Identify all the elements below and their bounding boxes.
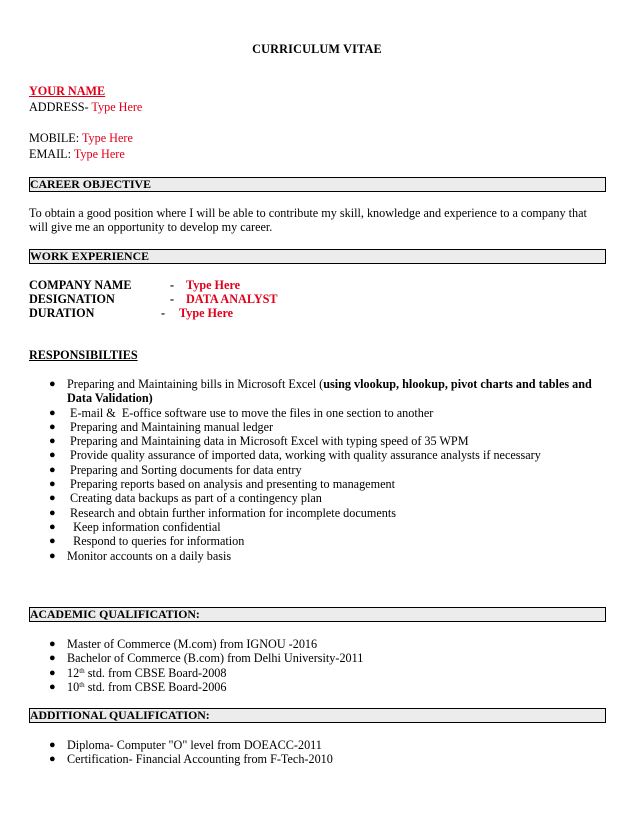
list-item: ● Preparing and Maintaining bills in Microsoft Excel (using vlookup, hlookup, pivot charts and tables and Data Validation) [49, 377, 592, 406]
mobile-value: Type Here [81, 131, 133, 145]
bullet-icon: ● [49, 535, 56, 548]
list-item: ● Preparing and Maintaining manual ledger [49, 419, 274, 434]
bullet-icon: ● [49, 378, 56, 390]
academic-heading: ACADEMIC QUALIFICATION: [29, 607, 606, 622]
address-label: ADDRESS- [29, 100, 89, 114]
bullet-icon: ● [49, 463, 56, 476]
duration-label: DURATION [29, 306, 95, 320]
bullet-icon: ● [49, 420, 56, 433]
duration-value: Type Here [179, 306, 234, 320]
responsibilities-list [29, 377, 605, 563]
bullet-icon: ● [49, 435, 56, 448]
list-item: ● Creating data backups as part of a contingency plan [49, 491, 322, 506]
company-label: COMPANY NAME [29, 278, 132, 292]
company-dash: - [170, 278, 175, 292]
list-item: ● Research and obtain further information for incomplete documents [49, 505, 396, 520]
company-value: Type Here [186, 278, 241, 292]
designation-label: DESIGNATION [29, 292, 115, 306]
address-line [29, 100, 142, 114]
list-item: ● Provide quality assurance of imported data, working with quality assurance analysts if necessary [49, 448, 541, 463]
responsibilities-heading: RESPONSIBILTIES [29, 348, 138, 362]
bullet-icon: ● [49, 638, 56, 650]
career-objective-text: To obtain a good position where I will be able to contribute my skill, knowledge and experience to a company that will give me an opportunity to develop my career. [29, 206, 587, 235]
additional-list [29, 738, 605, 767]
list-item: ● Certification- Financial Accounting from F-Tech-2010 [49, 752, 333, 767]
list-item: ● E-mail & E-office software use to move the files in one section to another [49, 405, 434, 420]
additional-heading: ADDITIONAL QUALIFICATION: [29, 708, 606, 723]
list-item: ● Monitor accounts on a daily basis [49, 548, 232, 563]
designation-dash: - [170, 292, 175, 306]
bullet-icon: ● [49, 520, 56, 533]
list-item: ● Keep information confidential [49, 519, 221, 534]
name-placeholder: YOUR NAME [29, 84, 106, 98]
address-value: Type Here [91, 100, 143, 114]
list-item: ● Preparing and Maintaining data in Microsoft Excel with typing speed of 35 WPM [49, 434, 469, 449]
list-item: ● Preparing and Sorting documents for data entry [49, 462, 302, 477]
bullet-icon: ● [49, 449, 56, 462]
bullet-icon: ● [49, 739, 56, 751]
list-item: ● 12th std. from CBSE Board-2008 [49, 665, 227, 680]
academic-list [29, 637, 605, 694]
bullet-icon: ● [49, 680, 56, 693]
mobile-line [29, 131, 133, 145]
bullet-icon: ● [49, 549, 56, 562]
bullet-icon: ● [49, 492, 56, 505]
bullet-icon: ● [49, 478, 56, 491]
bullet-icon: ● [49, 666, 56, 679]
bullet-icon: ● [49, 652, 56, 665]
duration-dash: - [161, 306, 166, 320]
list-item: ● Respond to queries for information [49, 534, 245, 549]
page-title: CURRICULUM VITAE [252, 42, 382, 56]
email-value: Type Here [73, 147, 125, 161]
list-item: ● 10th std. from CBSE Board-2006 [49, 679, 227, 694]
email-line [29, 147, 125, 161]
list-item: ● Bachelor of Commerce (B.com) from Delhi University-2011 [49, 651, 364, 666]
list-item: ● Master of Commerce (M.com) from IGNOU -2016 [49, 637, 318, 651]
bullet-icon: ● [49, 506, 56, 519]
bullet-icon: ● [49, 406, 56, 419]
list-item: ● Preparing reports based on analysis and presenting to management [49, 477, 395, 492]
email-label: EMAIL: [29, 147, 71, 161]
career-objective-heading: CAREER OBJECTIVE [29, 177, 606, 192]
list-item: ● Diploma- Computer "O" level from DOEACC-2011 [49, 738, 322, 752]
designation-value: DATA ANALYST [186, 292, 278, 306]
bullet-icon: ● [49, 753, 56, 766]
work-experience-heading: WORK EXPERIENCE [29, 249, 606, 264]
mobile-label: MOBILE: [29, 131, 80, 145]
